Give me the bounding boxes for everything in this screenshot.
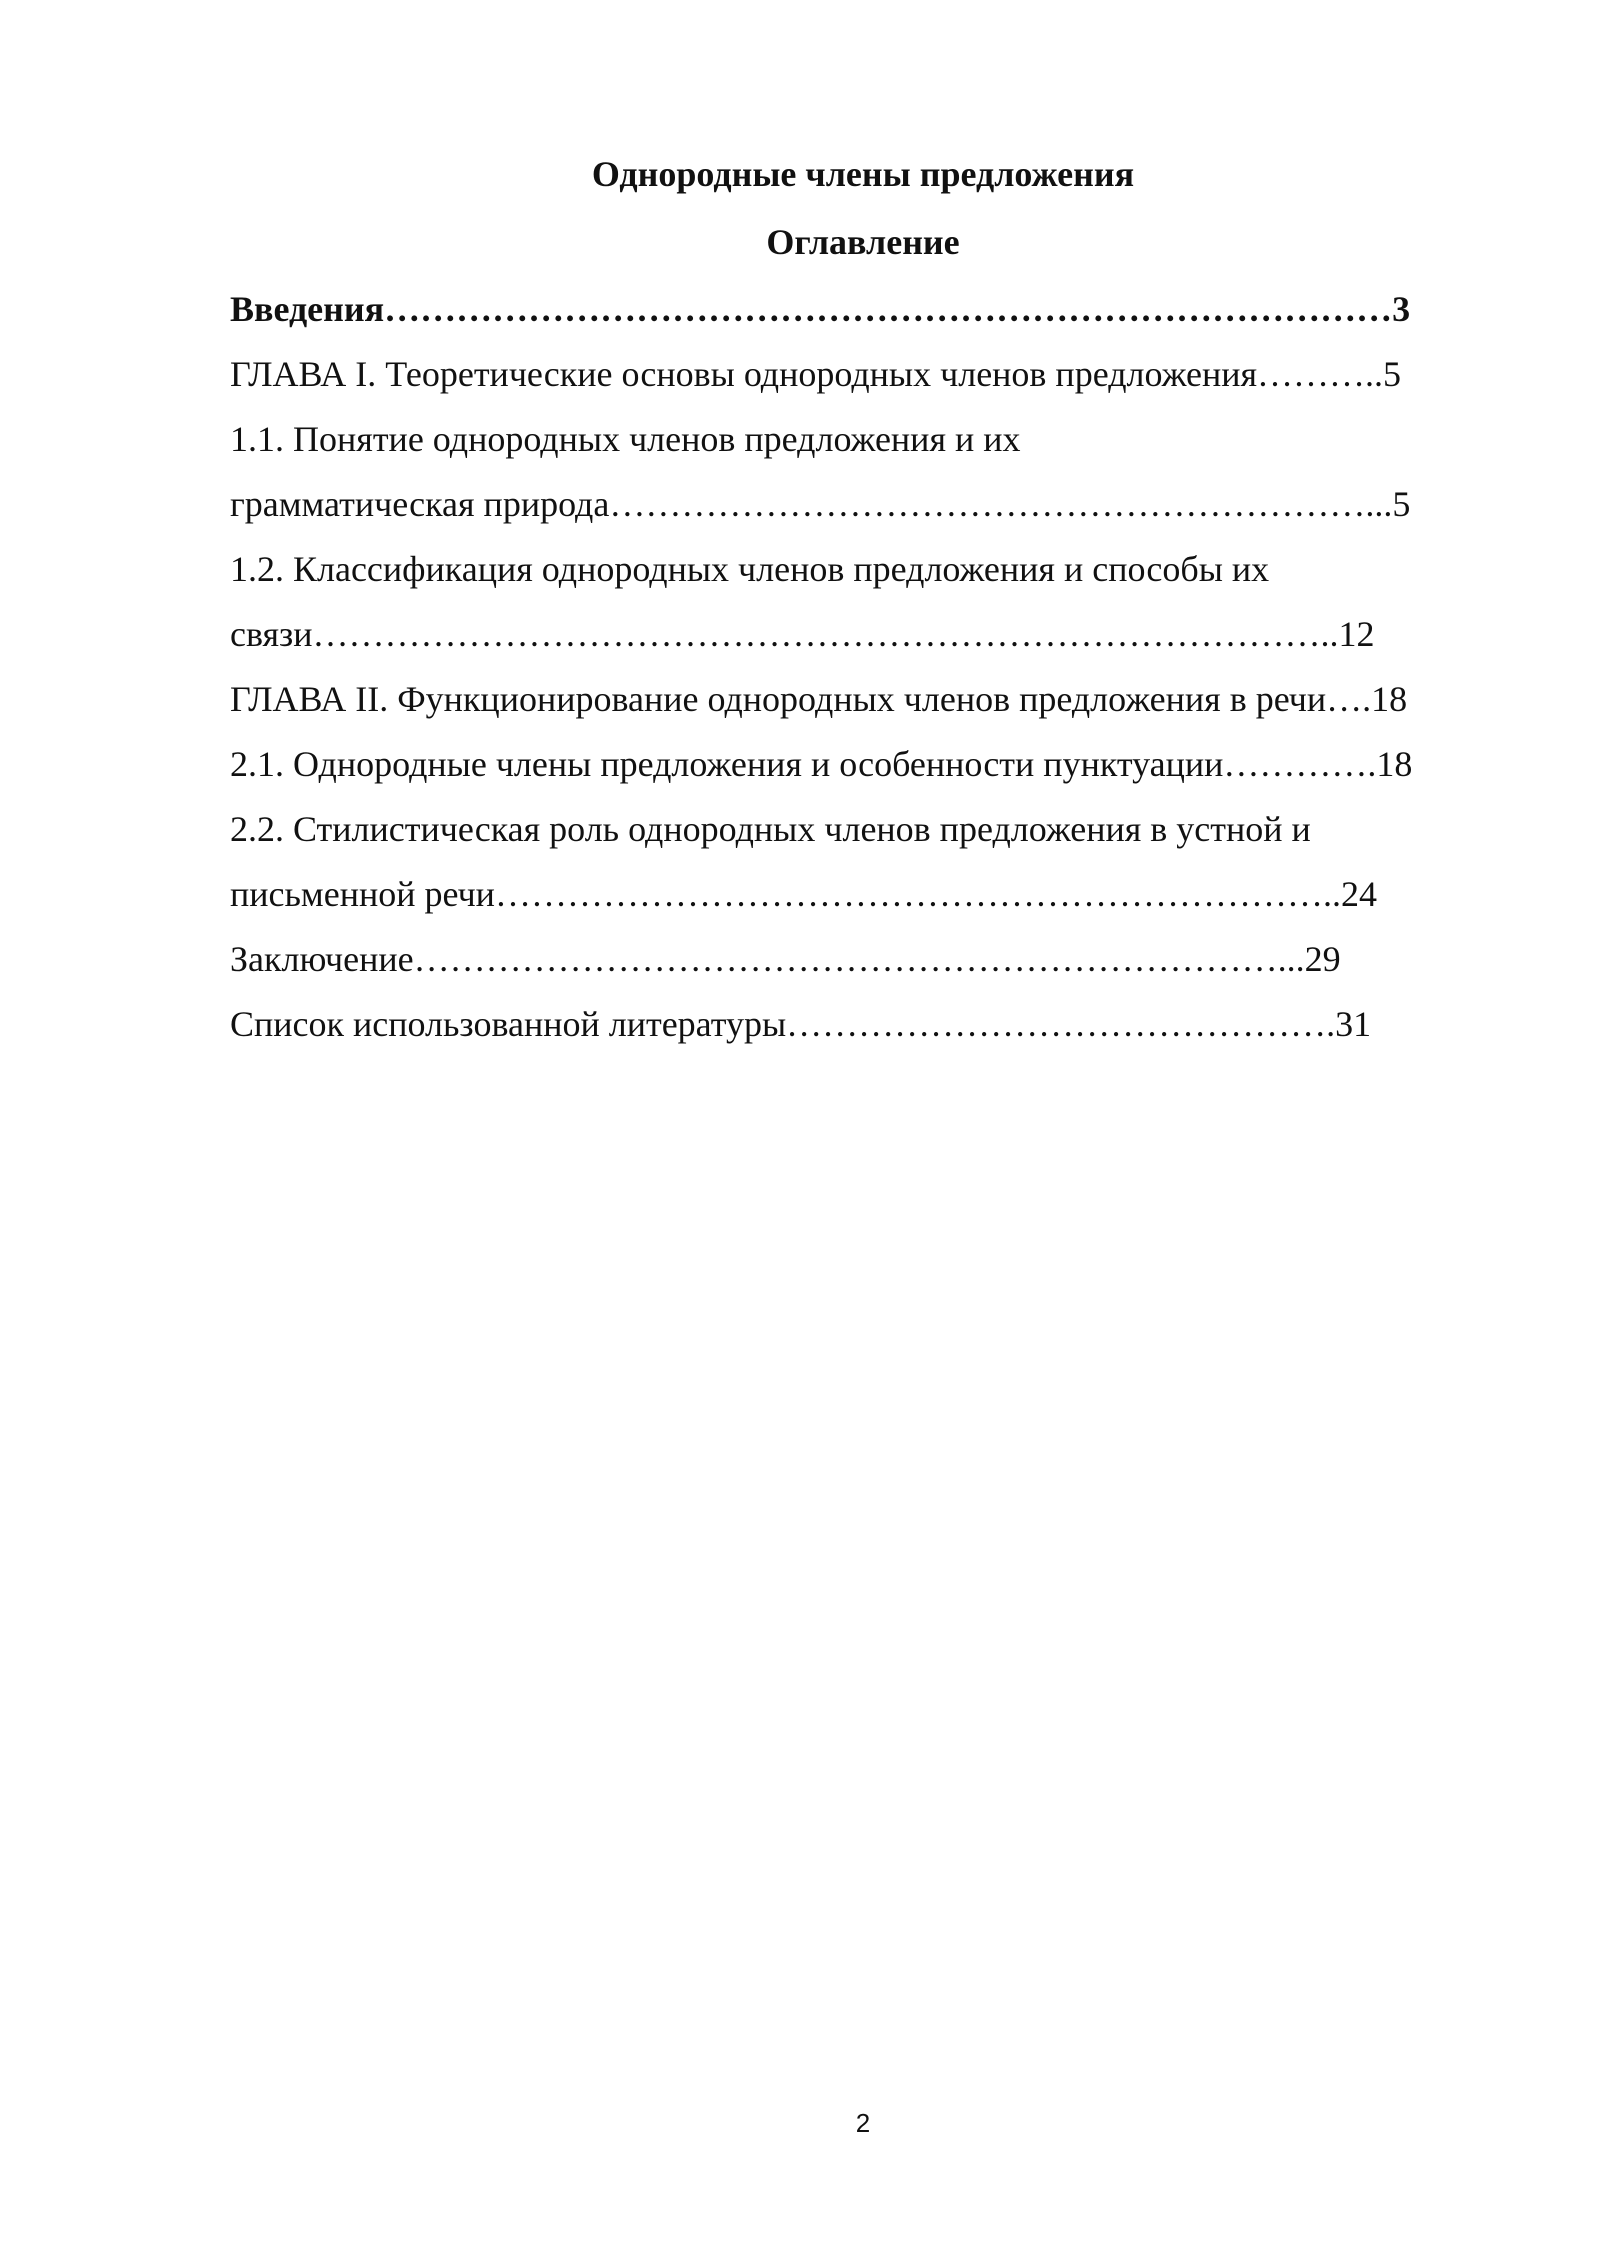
toc-line-section-2-1: 2.1. Однородные члены предложения и особенности пунктуации………….18 [230,744,1413,784]
toc-line-conclusion: Заключение………………………………………………………………...29 [230,939,1341,979]
page-number: 2 [855,2108,871,2138]
toc-line-references: Список использованной литературы……………………………………….31 [230,1004,1372,1044]
toc-heading: Оглавление [766,222,960,262]
toc-line-section-1-1-continued: грамматическая природа………………………………………………………...5 [230,484,1411,524]
document-title: Однородные члены предложения [591,154,1135,194]
toc-line-chapter-1: ГЛАВА I. Теоретические основы однородных членов предложения………..5 [230,354,1402,394]
toc-line-introduction: Введения…………………………………………………………………………3 [230,289,1411,329]
toc-line-chapter-2: ГЛАВА II. Функционирование однородных членов предложения в речи….18 [230,679,1408,719]
toc-line-section-2-2: 2.2. Стилистическая роль однородных членов предложения в устной и [230,809,1311,849]
toc-line-section-1-2: 1.2. Классификация однородных членов предложения и способы их [230,549,1270,589]
toc-line-section-1-1: 1.1. Понятие однородных членов предложения и их [230,419,1021,459]
table-of-contents [230,285,1480,1065]
toc-line-section-1-2-continued: связи…………………………………………………………………………..12 [230,614,1375,654]
toc-line-section-2-2-continued: письменной речи……………………………………………………………..24 [230,874,1377,914]
